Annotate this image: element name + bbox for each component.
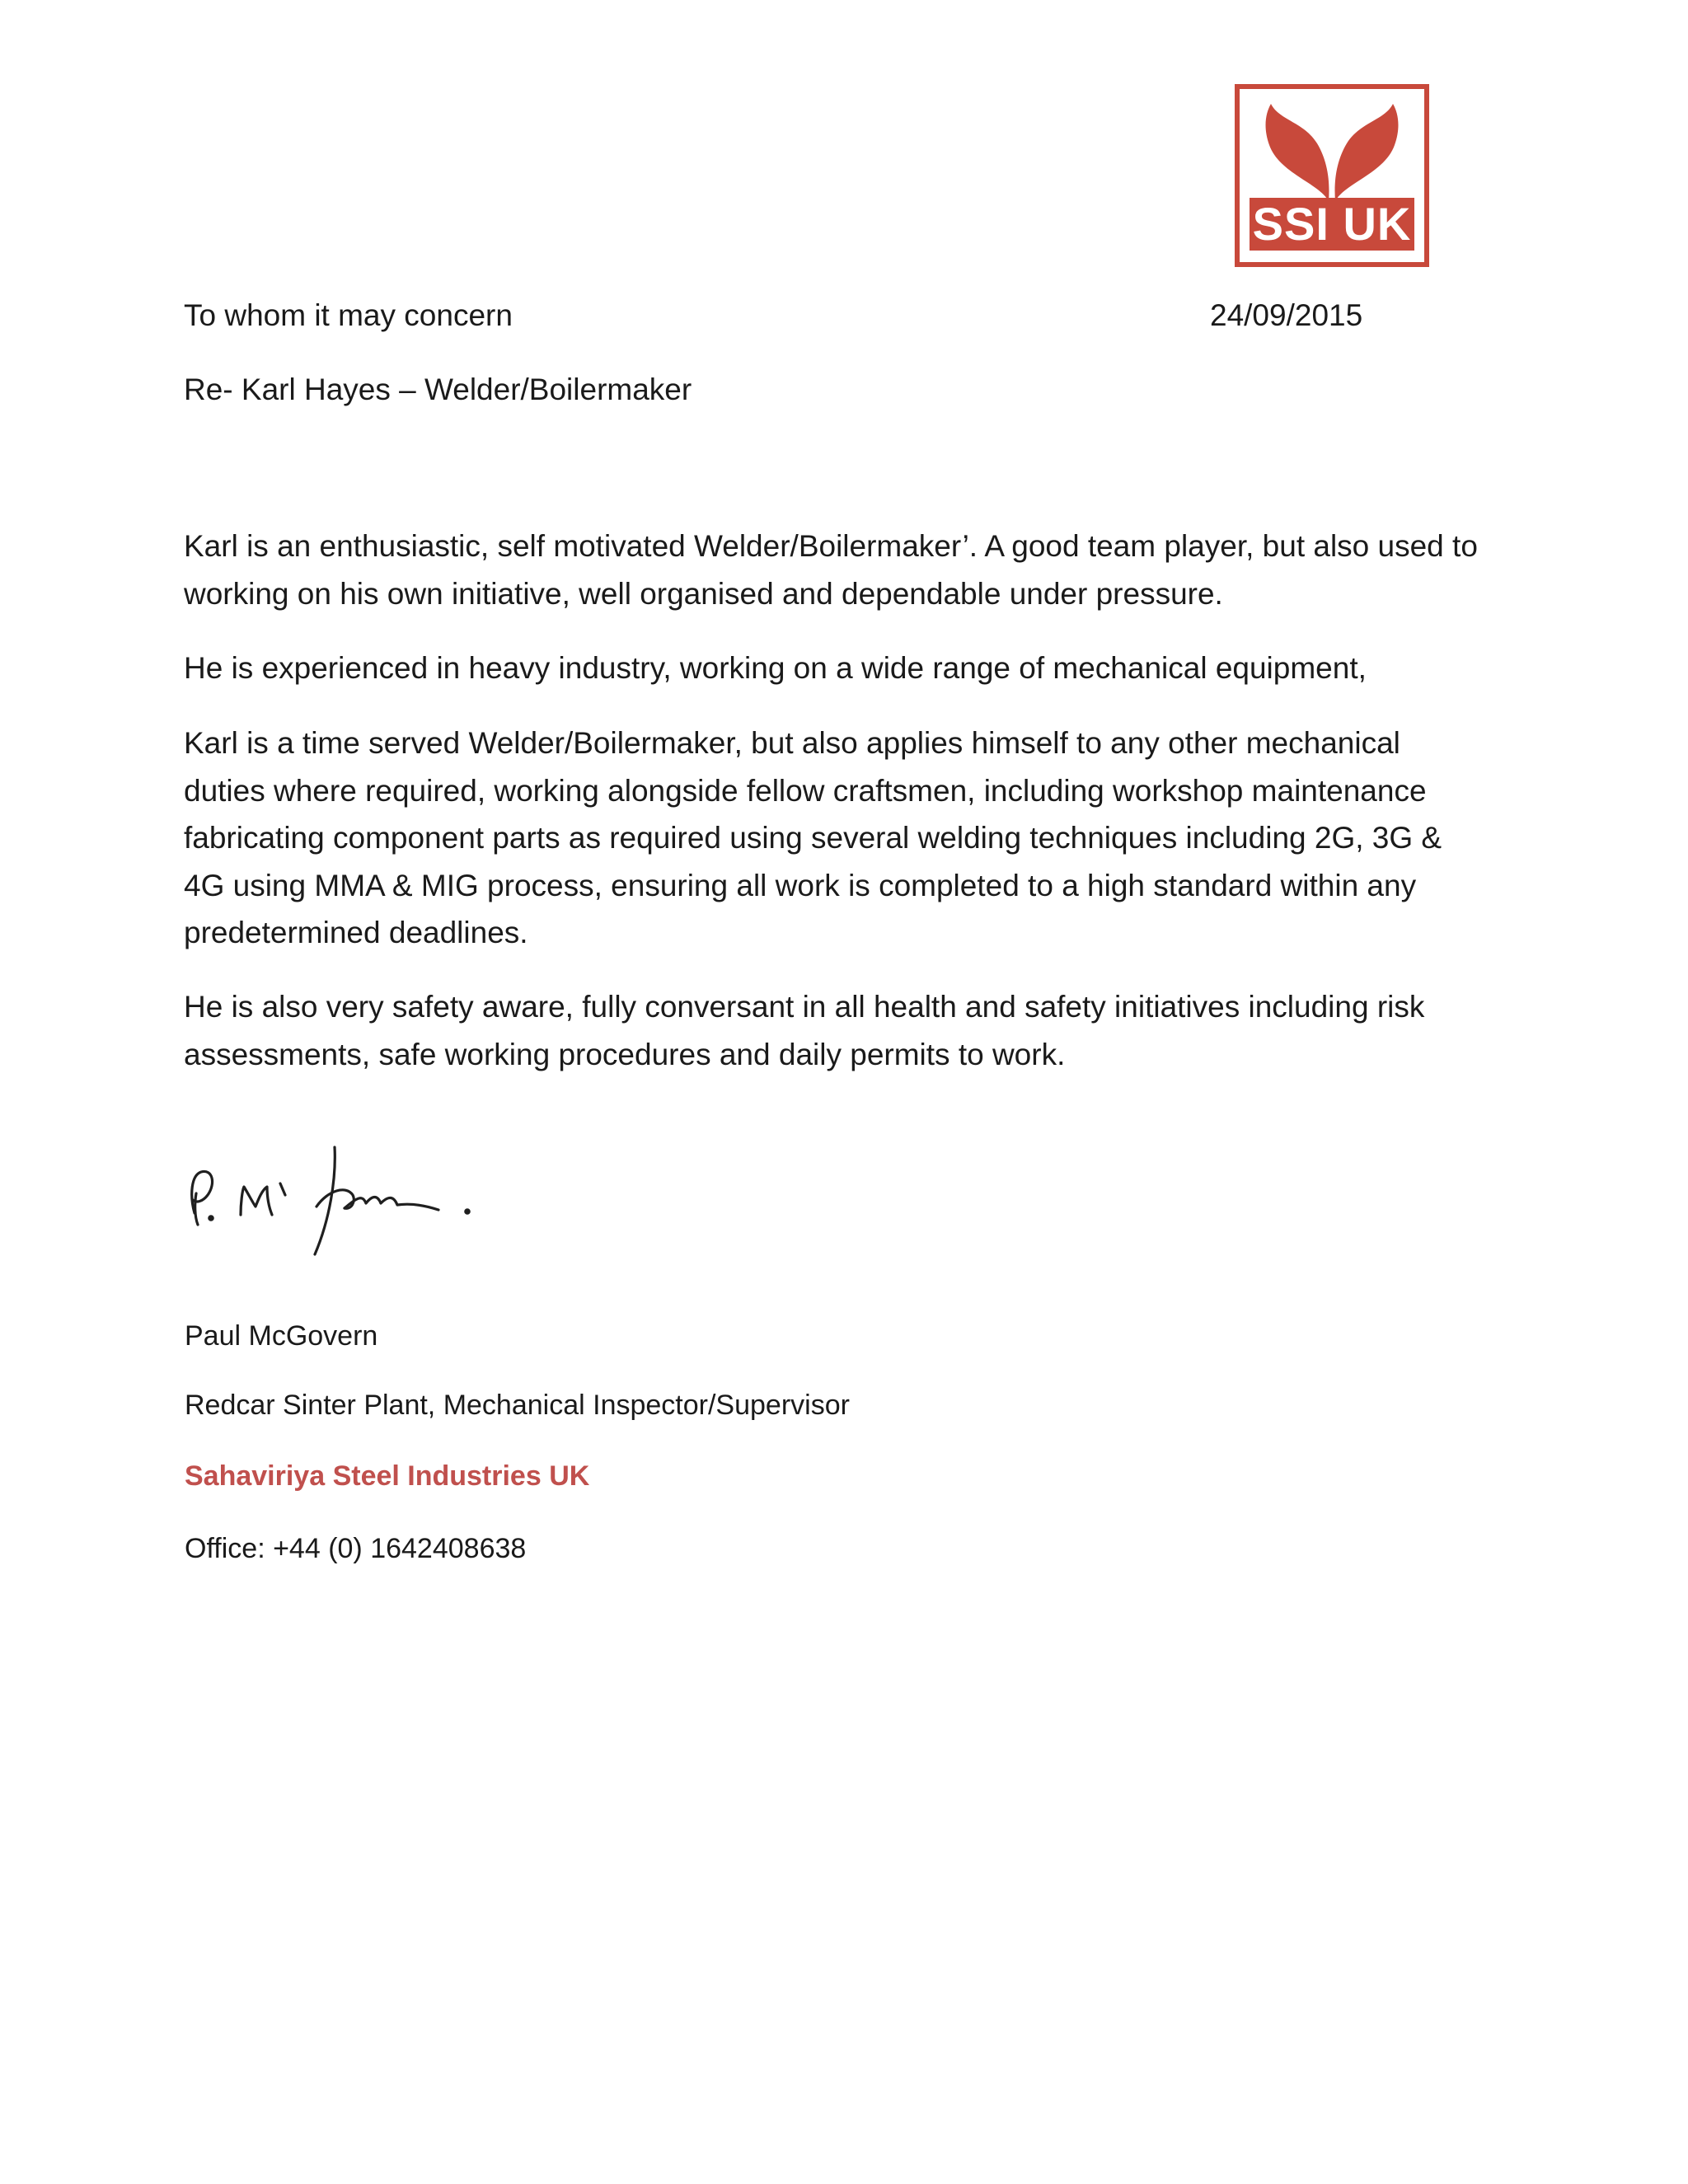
letter-date: 24/09/2015: [1210, 298, 1363, 332]
handwritten-signature: [183, 1137, 496, 1277]
reference-line: Re- Karl Hayes – Welder/Boilermaker: [184, 373, 692, 406]
body-paragraph: He is experienced in heavy industry, working on a wide range of mechanical equipment,: [184, 651, 1367, 685]
signatory-position: Redcar Sinter Plant, Mechanical Inspector/Supervisor: [185, 1390, 850, 1421]
company-logo: [1235, 84, 1429, 267]
logo-text: SSI UK: [1250, 198, 1414, 251]
body-paragraph: He is also very safety aware, fully conversant in all health and safety initiatives including risk assessments, safe working procedures and daily permits to work.: [184, 990, 1425, 1071]
company-name: Sahaviriya Steel Industries UK: [185, 1460, 590, 1492]
office-phone: Office: +44 (0) 1642408638: [185, 1533, 527, 1564]
leaf-icon: [1261, 97, 1403, 208]
body-paragraph: Karl is an enthusiastic, self motivated Welder/Boilermaker’. A good team player, but also used to working on his own initiative, well organised and dependable under pressure.: [184, 529, 1478, 611]
signatory-name: Paul McGovern: [185, 1320, 378, 1352]
salutation: To whom it may concern: [184, 298, 513, 332]
body-paragraph: Karl is a time served Welder/Boilermaker, but also applies himself to any other mechanical duties where required, working alongside fellow craftsmen, including workshop maintenance fabricating component parts as required using several welding techniques including 2G, 3G & 4G using MMA & MIG process, ensuring all work is completed to a high standard within any predetermined deadlines.: [184, 726, 1442, 949]
